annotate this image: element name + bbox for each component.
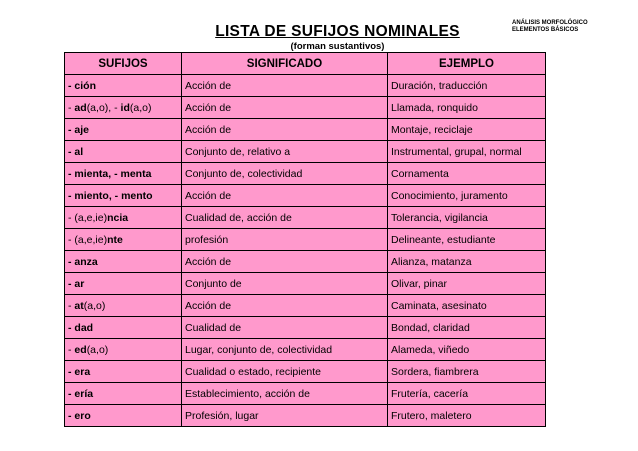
page-subtitle: (forman sustantivos) — [290, 41, 385, 52]
example-cell: Frutería, cacería — [388, 383, 546, 405]
suffix-part: (a,o), - — [86, 101, 121, 114]
table-row — [65, 207, 546, 229]
corner-line-1: ANÁLISIS MORFOLÓGICO — [512, 20, 588, 26]
suffix-part: at — [74, 299, 84, 312]
suffix-part: ed — [74, 343, 87, 356]
meaning-cell: Acción de — [182, 295, 388, 317]
meaning-cell: Lugar, conjunto de, colectividad — [182, 339, 388, 361]
example-cell: Duración, traducción — [388, 75, 546, 97]
table-row — [65, 251, 546, 273]
meaning-cell: Establecimiento, acción de — [182, 383, 388, 405]
table-row — [65, 229, 546, 251]
suffix-part: (a,o) — [129, 101, 152, 114]
suffix-cell — [65, 141, 182, 163]
suffix-part: - ar — [68, 277, 85, 290]
suffix-part: - (a,e,ie) — [68, 233, 108, 246]
example-cell: Caminata, asesinato — [388, 295, 546, 317]
example-cell: Instrumental, grupal, normal — [388, 141, 546, 163]
header-meaning: SIGNIFICADO — [182, 53, 388, 75]
suffix-part: - ero — [68, 409, 91, 422]
suffix-part: - — [68, 343, 75, 356]
header-example: EJEMPLO — [388, 53, 546, 75]
table-row — [65, 339, 546, 361]
meaning-cell: Acción de — [182, 75, 388, 97]
suffix-cell — [65, 75, 182, 97]
suffix-part: id — [120, 101, 130, 114]
table-row — [65, 273, 546, 295]
suffix-part: - (a,e,ie) — [68, 211, 108, 224]
meaning-cell: Cualidad de — [182, 317, 388, 339]
example-cell: Bondad, claridad — [388, 317, 546, 339]
table-row — [65, 361, 546, 383]
table-header-row — [65, 53, 546, 75]
meaning-cell: profesión — [182, 229, 388, 251]
suffix-cell — [65, 339, 182, 361]
example-cell: Frutero, maletero — [388, 405, 546, 427]
suffix-cell — [65, 229, 182, 251]
suffix-table — [64, 52, 546, 427]
meaning-cell: Acción de — [182, 97, 388, 119]
suffix-part: - — [68, 101, 75, 114]
suffix-cell — [65, 207, 182, 229]
meaning-cell: Profesión, lugar — [182, 405, 388, 427]
table-row — [65, 405, 546, 427]
meaning-cell: Acción de — [182, 185, 388, 207]
meaning-cell: Conjunto de, colectividad — [182, 163, 388, 185]
example-cell: Montaje, reciclaje — [388, 119, 546, 141]
table-row — [65, 295, 546, 317]
suffix-cell — [65, 295, 182, 317]
table-row — [65, 75, 546, 97]
example-cell: Alianza, matanza — [388, 251, 546, 273]
suffix-cell — [65, 163, 182, 185]
suffix-cell — [65, 383, 182, 405]
example-cell: Llamada, ronquido — [388, 97, 546, 119]
suffix-cell — [65, 405, 182, 427]
meaning-cell: Conjunto de — [182, 273, 388, 295]
table-row — [65, 185, 546, 207]
page-title: LISTA DE SUFIJOS NOMINALES — [215, 23, 460, 40]
suffix-part: - mienta, - menta — [68, 167, 152, 180]
example-cell: Delineante, estudiante — [388, 229, 546, 251]
example-cell: Cornamenta — [388, 163, 546, 185]
example-cell: Tolerancia, vigilancia — [388, 207, 546, 229]
suffix-part: - era — [68, 365, 91, 378]
suffix-cell — [65, 119, 182, 141]
meaning-cell: Cualidad o estado, recipiente — [182, 361, 388, 383]
meaning-cell: Conjunto de, relativo a — [182, 141, 388, 163]
suffix-part: - miento, - mento — [68, 189, 153, 202]
suffix-part: - dad — [68, 321, 94, 334]
suffix-part: - anza — [68, 255, 98, 268]
header-suffixes: SUFIJOS — [65, 53, 182, 75]
suffix-part: - ería — [68, 387, 94, 400]
table-row — [65, 317, 546, 339]
table-row — [65, 97, 546, 119]
suffix-part: ncia — [107, 211, 129, 224]
corner-label — [512, 20, 588, 34]
example-cell: Sordera, fiambrera — [388, 361, 546, 383]
meaning-cell: Cualidad de, acción de — [182, 207, 388, 229]
suffix-part: ad — [74, 101, 87, 114]
suffix-part: (a,o) — [83, 299, 106, 312]
meaning-cell: Acción de — [182, 119, 388, 141]
example-cell: Olivar, pinar — [388, 273, 546, 295]
suffix-cell — [65, 97, 182, 119]
suffix-part: - ción — [68, 79, 96, 92]
suffix-cell — [65, 185, 182, 207]
corner-line-2: ELEMENTOS BÁSICOS — [512, 27, 579, 33]
example-cell: Alameda, viñedo — [388, 339, 546, 361]
suffix-part: - al — [68, 145, 84, 158]
table-row — [65, 119, 546, 141]
suffix-part: - — [68, 299, 75, 312]
table-row — [65, 141, 546, 163]
suffix-cell — [65, 273, 182, 295]
suffix-part: (a,o) — [86, 343, 109, 356]
table-row — [65, 163, 546, 185]
suffix-part: - aje — [68, 123, 90, 136]
meaning-cell: Acción de — [182, 251, 388, 273]
suffix-cell — [65, 361, 182, 383]
example-cell: Conocimiento, juramento — [388, 185, 546, 207]
suffix-cell — [65, 317, 182, 339]
suffix-cell — [65, 251, 182, 273]
table-body — [65, 75, 546, 427]
table-row — [65, 383, 546, 405]
suffix-part: nte — [107, 233, 123, 246]
